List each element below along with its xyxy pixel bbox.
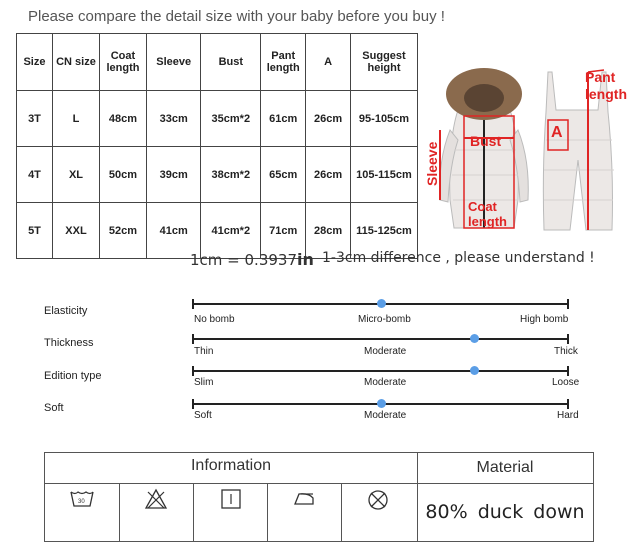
scale-tick — [192, 334, 194, 344]
table-cell: L — [52, 91, 99, 147]
divider — [119, 484, 120, 542]
scale-dot — [470, 334, 479, 343]
scale-mid-label: Micro-bomb — [358, 314, 411, 325]
difference-note: 1-3cm difference , please understand ! — [322, 250, 595, 266]
table-cell: 61cm — [261, 91, 306, 147]
table-row — [17, 147, 418, 203]
scale-right-label: Loose — [552, 377, 580, 388]
scale-right-label: High bomb — [520, 314, 569, 325]
table-cell: 26cm — [306, 91, 351, 147]
divider — [267, 484, 268, 542]
header-cell: Suggest height — [351, 34, 418, 91]
information-heading: Information — [190, 457, 272, 474]
header-cell: CN size — [52, 34, 99, 91]
material-heading: Material — [476, 459, 534, 476]
elasticity-label: Elasticity — [44, 305, 88, 317]
scale-tick — [192, 399, 194, 409]
table-cell: 115-125cm — [351, 203, 418, 259]
table-cell: 26cm — [306, 147, 351, 203]
table-cell: 71cm — [261, 203, 306, 259]
header-cell: Coat length — [99, 34, 146, 91]
conversion-text: 1cm = 0.3937 — [190, 251, 297, 269]
scale-tick — [192, 366, 194, 376]
table-cell: 52cm — [99, 203, 146, 259]
no-bleach-icon — [144, 488, 168, 510]
table-cell: 33cm — [146, 91, 200, 147]
header-cell: A — [306, 34, 351, 91]
a-label: A — [551, 124, 563, 141]
table-cell: 35cm*2 — [201, 91, 261, 147]
table-cell: 4T — [17, 147, 53, 203]
divider — [193, 484, 194, 542]
sleeve-label: Sleeve — [424, 141, 440, 186]
table-row — [17, 91, 418, 147]
table-cell: 38cm*2 — [201, 147, 261, 203]
scale-dot — [377, 399, 386, 408]
iron-icon — [291, 488, 317, 510]
coat-length-label: Coat length — [468, 199, 507, 229]
table-cell: 105-115cm — [351, 147, 418, 203]
scale-mid-label: Moderate — [364, 346, 407, 357]
table-cell: XXL — [52, 203, 99, 259]
edition-type-label: Edition type — [44, 370, 102, 382]
tumble-dry-icon — [220, 488, 242, 510]
table-cell: 95-105cm — [351, 91, 418, 147]
size-table — [16, 33, 418, 259]
material-value: 80% duck down — [425, 501, 585, 523]
scale-tick — [567, 366, 569, 376]
table-cell: 3T — [17, 91, 53, 147]
header-cell: Pant length — [261, 34, 306, 91]
svg-text:30: 30 — [78, 499, 85, 505]
scale-tick — [567, 299, 569, 309]
unit-conversion — [190, 250, 314, 269]
table-cell: 41cm*2 — [201, 203, 261, 259]
table-cell: XL — [52, 147, 99, 203]
scale-left-label: Thin — [194, 346, 214, 357]
conversion-unit: in — [297, 250, 314, 269]
scale-left-label: No bomb — [194, 314, 235, 325]
scale-tick — [567, 334, 569, 344]
size-table-header-row — [17, 34, 418, 91]
scale-mid-label: Moderate — [364, 410, 407, 421]
bust-label: Bust — [470, 133, 502, 149]
header-cell: Size — [17, 34, 53, 91]
scale-tick — [192, 299, 194, 309]
table-cell: 50cm — [99, 147, 146, 203]
scale-left-label: Slim — [194, 377, 214, 388]
scale-line — [193, 370, 568, 372]
page-header: Please compare the detail size with your baby before you buy ! — [28, 8, 445, 25]
info-table — [44, 452, 594, 542]
soft-label: Soft — [44, 402, 64, 414]
scale-dot — [470, 366, 479, 375]
table-cell: 48cm — [99, 91, 146, 147]
thickness-label: Thickness — [44, 337, 94, 349]
no-dry-clean-icon — [366, 488, 390, 512]
scale-tick — [567, 399, 569, 409]
header-cell: Sleeve — [146, 34, 200, 91]
care-icons-row — [45, 484, 417, 542]
wash-30-icon — [69, 488, 95, 510]
table-cell: 41cm — [146, 203, 200, 259]
scale-line — [193, 338, 568, 340]
scale-mid-label: Moderate — [364, 377, 407, 388]
scale-left-label: Soft — [194, 410, 212, 421]
scale-dot — [377, 299, 386, 308]
scale-right-label: Hard — [557, 410, 579, 421]
table-cell: 39cm — [146, 147, 200, 203]
table-cell: 65cm — [261, 147, 306, 203]
scale-right-label: Thick — [554, 346, 578, 357]
pant-length-label: Pant length — [585, 69, 627, 102]
header-cell: Bust — [201, 34, 261, 91]
table-cell: 28cm — [306, 203, 351, 259]
table-cell: 5T — [17, 203, 53, 259]
divider — [341, 484, 342, 542]
